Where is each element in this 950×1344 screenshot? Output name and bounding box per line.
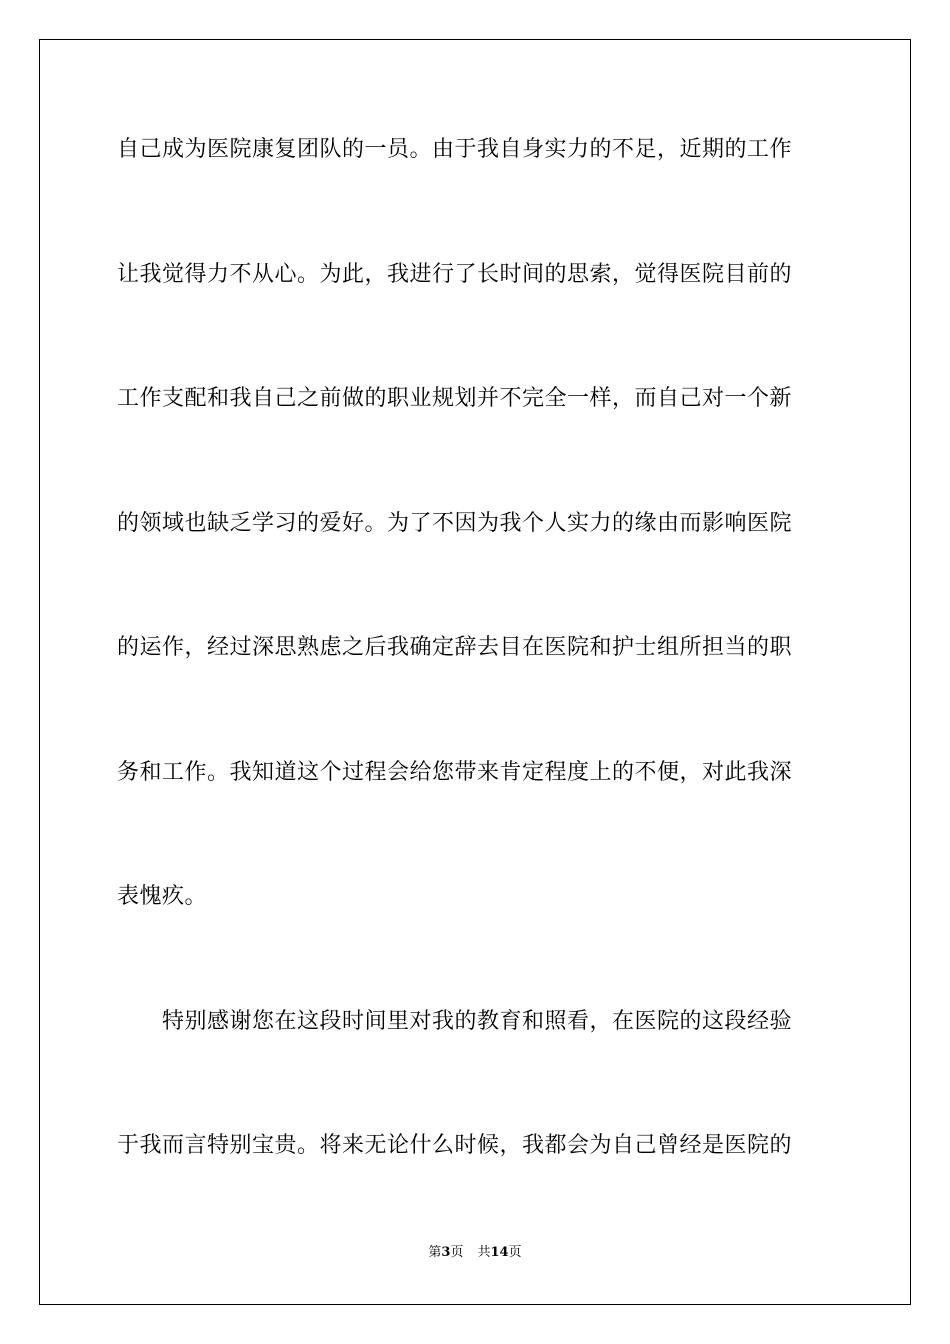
text-line: 表愧疚。: [117, 884, 208, 909]
total-prefix: 共: [477, 1245, 491, 1260]
text-line: 工作支配和我自己之前做的职业规划并不完全一样，而自己对一个新: [117, 386, 793, 411]
page-number: 3: [441, 1245, 451, 1260]
text-line: 的领域也缺乏学习的爱好。为了不因为我个人实力的缘由而影响医院: [117, 511, 793, 536]
page-footer: [0, 1245, 950, 1261]
text-line: 特别感谢您在这段时间里对我的教育和照看，在医院的这段经验: [117, 1009, 793, 1034]
page-border: [39, 39, 911, 1305]
page-suffix: 页: [450, 1245, 464, 1260]
text-line: 务和工作。我知道这个过程会给您带来肯定程度上的不便，对此我深: [117, 760, 793, 785]
text-line: 于我而言特别宝贵。将来无论什么时候，我都会为自己曾经是医院的: [117, 1133, 793, 1158]
total-suffix: 页: [508, 1245, 522, 1260]
total-pages: 14: [490, 1245, 509, 1260]
page-prefix: 第: [428, 1245, 442, 1260]
text-line: 的运作，经过深思熟虑之后我确定辞去目在医院和护士组所担当的职: [117, 635, 793, 660]
text-line: 让我觉得力不从心。为此，我进行了长时间的思索，觉得医院目前的: [117, 262, 793, 287]
text-line: 自己成为医院康复团队的一员。由于我自身实力的不足，近期的工作: [117, 137, 793, 162]
